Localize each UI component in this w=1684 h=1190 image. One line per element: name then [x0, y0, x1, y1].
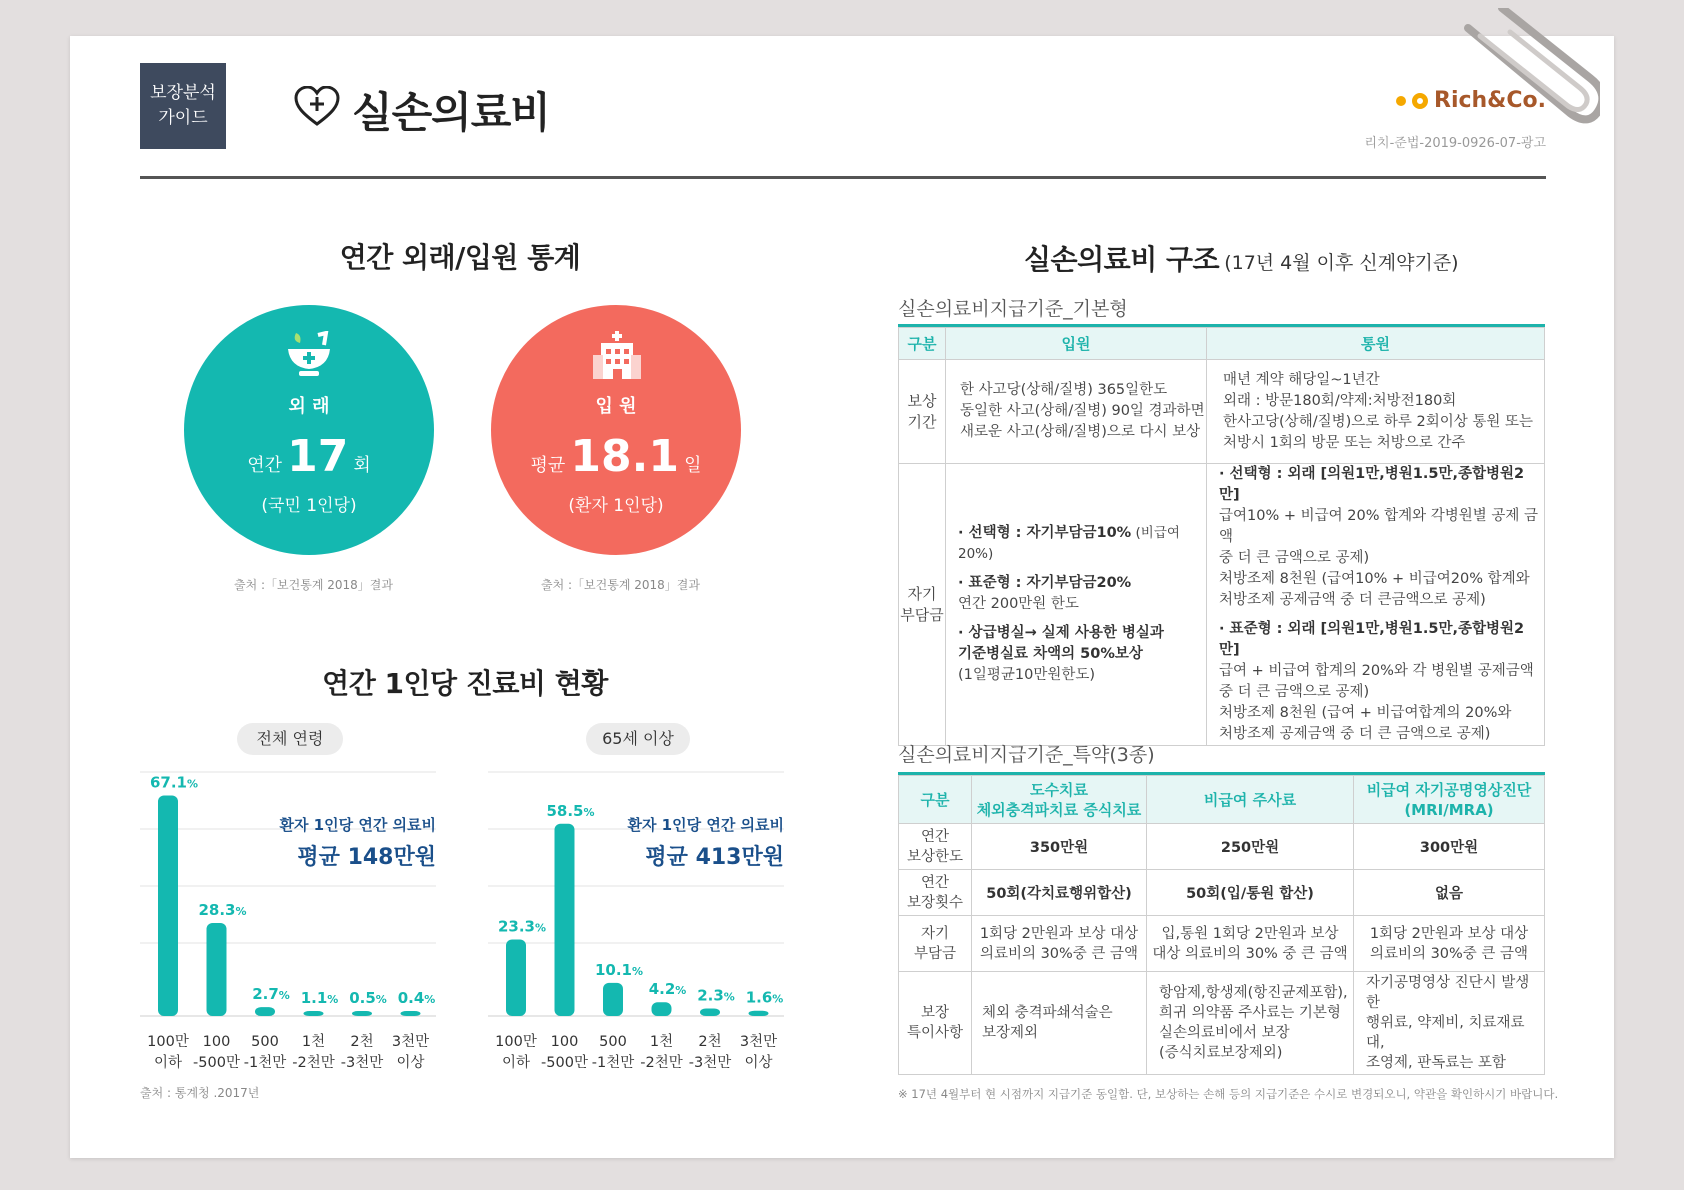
data-label-unit: % — [375, 993, 387, 1006]
basic-row-outpatient: 매년 계약 해당일~1년간 외래 : 방문180회/약제:처방전180회 한사고당(상해/질병)으로 하루 2회이상 통원 또는 처방시 1회의 방문 또는 처방으로 간주 — [1207, 360, 1545, 464]
chart-annotation: 환자 1인당 연간 의료비 — [279, 816, 436, 834]
basic-header-category: 구분 — [899, 328, 946, 360]
data-label: 2.7% — [252, 985, 290, 1004]
outpatient-circle — [184, 305, 434, 555]
deductible-item — [958, 623, 1206, 686]
data-label: 67.1% — [149, 773, 199, 792]
table-row — [899, 464, 1545, 746]
tick-label: 이하 — [501, 1055, 531, 1070]
basic-header-outpatient: 통원 — [1207, 328, 1545, 360]
special-cell: 250만원 — [1147, 824, 1354, 870]
special-row-label: 자기 부담금 — [899, 916, 972, 972]
data-label-unit: % — [327, 993, 339, 1006]
data-label: 0.5% — [349, 989, 387, 1007]
header-divider — [140, 176, 1546, 179]
bar — [700, 1008, 720, 1016]
table-row — [899, 972, 1545, 1075]
bar — [603, 983, 623, 1016]
tick-label: -2천만 — [640, 1055, 683, 1070]
deductible-item-bold: · 선택형 : 외래 [의원1만,병원1.5만,종합병원2만] — [1219, 466, 1525, 503]
inpatient-circle — [491, 305, 741, 555]
bar — [158, 796, 178, 1016]
bar — [652, 1002, 672, 1016]
structure-title: 실손의료비 구조 — [1024, 243, 1220, 276]
bar — [506, 939, 526, 1016]
outpatient-unit: 회 — [353, 455, 371, 476]
inpatient-label: 입 원 — [595, 396, 637, 417]
data-label-unit: % — [278, 989, 290, 1003]
special-cell: 체외 충격파쇄석술은 보장제외 — [972, 972, 1147, 1075]
tick-label: 3천만 — [739, 1034, 778, 1050]
deductible-item-text: 연간 200만원 한도 — [958, 596, 1079, 612]
special-cell: 입,통원 1회당 2만원과 보상 대상 의료비의 30% 중 큰 금액 — [1147, 916, 1354, 972]
hospital-icon — [591, 329, 643, 381]
tick-label: 100만 — [147, 1034, 189, 1050]
data-label-unit: % — [534, 921, 547, 935]
special-header-manual: 도수치료 체외충격파치료 증식치료 — [972, 776, 1147, 824]
inpatient-value — [491, 431, 741, 482]
table-row — [899, 870, 1545, 916]
special-cell: 자기공명영상 진단시 발생한 행위료, 약제비, 치료재료대, 조영제, 판독료는 포함 — [1354, 972, 1545, 1075]
tick-label: 100만 — [495, 1034, 537, 1050]
data-label: 10.1% — [594, 960, 644, 979]
logo-ring-icon — [1412, 93, 1428, 109]
special-cell: 50회(각치료행위합산) — [972, 870, 1147, 916]
chart-annotation: 환자 1인당 연간 의료비 — [627, 816, 784, 834]
special-caption: 실손의료비지급기준_특약(3종) — [898, 744, 1155, 766]
outpatient-source: 출처 :「보건통계 2018」결과 — [234, 578, 393, 592]
data-label-unit: % — [723, 990, 735, 1004]
tick-label: 3천만 — [391, 1034, 430, 1050]
structure-title-wrap — [1024, 238, 1459, 278]
bar — [401, 1011, 421, 1016]
tick-label: 500 — [599, 1034, 627, 1050]
special-cell: 없음 — [1354, 870, 1545, 916]
tick-label: -1천만 — [591, 1055, 635, 1070]
data-label: 58.5% — [546, 801, 595, 820]
tick-label: 1천 — [301, 1034, 326, 1050]
tick-label: -2천만 — [292, 1055, 335, 1070]
deductible-item-text: 급여 + 비급여 합계의 20%와 각 병원별 공제금액 중 더 큰 금액으로 공제) 처방조제 8천원 (급여 + 비급여합계의 20%와 처방조제 공제금액 중 더 큰 금액으로 공제) — [1219, 663, 1534, 742]
deductible-item — [958, 523, 1206, 565]
data-label-unit: % — [186, 777, 199, 791]
costs-title: 연간 1인당 진료비 현황 — [322, 667, 608, 700]
data-label-unit: % — [424, 993, 436, 1006]
basic-row-label: 보상 기간 — [899, 360, 946, 464]
data-label: 1.1% — [300, 989, 339, 1007]
special-cell: 350만원 — [972, 824, 1147, 870]
special-row-label: 보장 특이사항 — [899, 972, 972, 1075]
data-label-unit: % — [675, 984, 687, 998]
deductible-item-bold: · 선택형 : 자기부담금10% — [958, 525, 1132, 541]
data-label: 4.2% — [648, 980, 687, 999]
outpatient-note: (국민 1인당) — [261, 496, 357, 516]
special-cell: 항암제,항생제(항진균제포함), 희귀 의약품 주사료는 기본형 실손의료비에서 보장 (증식치료보장제외) — [1147, 972, 1354, 1075]
data-label-unit: % — [583, 805, 595, 819]
outpatient-value — [184, 431, 434, 482]
deductible-item-text: (1일평균10만원한도) — [958, 667, 1096, 683]
chart-annotation-value: 평균 148만원 — [297, 845, 436, 870]
data-label: 0.4% — [397, 989, 436, 1007]
tick-label: 100 — [202, 1034, 231, 1050]
special-header-mri: 비급여 자기공명영상진단 (MRI/MRA) — [1354, 776, 1545, 824]
brand-logo — [1396, 88, 1546, 113]
tick-label: 이상 — [396, 1055, 425, 1070]
chart-all-ages — [140, 770, 440, 1070]
stats-title: 연간 외래/입원 통계 — [339, 241, 581, 274]
tick-label: 이상 — [744, 1055, 773, 1070]
inpatient-unit: 일 — [684, 455, 702, 476]
data-label: 23.3% — [497, 917, 547, 936]
special-cell: 50회(입/통원 합산) — [1147, 870, 1354, 916]
data-label-unit: % — [235, 905, 247, 919]
outpatient-prefix: 연간 — [247, 455, 282, 476]
special-table — [898, 775, 1545, 1075]
tick-label: -3천만 — [340, 1055, 384, 1070]
data-label-unit: % — [631, 964, 644, 978]
tick-label: -1천만 — [243, 1055, 287, 1070]
tick-label: 2천 — [698, 1034, 722, 1050]
tick-label: 100 — [550, 1034, 579, 1050]
deductible-item-text: (비급여20%) — [958, 525, 1180, 562]
medicine-bowl-icon — [284, 331, 334, 379]
inpatient-prefix: 평균 — [530, 455, 566, 476]
bar — [555, 824, 575, 1016]
bar — [207, 923, 227, 1016]
bar — [352, 1011, 372, 1016]
tick-label: -500만 — [193, 1055, 240, 1070]
bar — [304, 1011, 324, 1016]
costs-source: 출처 : 통계청 .2017년 — [140, 1086, 260, 1100]
data-label: 2.3% — [697, 986, 735, 1005]
outpatient-label: 외 래 — [288, 396, 330, 417]
basic-row-inpatient: 한 사고당(상해/질병) 365일한도 동일한 사고(상해/질병) 90일 경과하면 새로운 사고(상해/질병)으로 다시 보상 — [946, 360, 1207, 464]
chart2-pill: 65세 이상 — [586, 723, 690, 755]
tick-label: 1천 — [649, 1034, 674, 1050]
chart1-pill: 전체 연령 — [237, 723, 343, 755]
tick-label: -3천만 — [688, 1055, 732, 1070]
tick-label: 500 — [251, 1034, 279, 1050]
bar — [749, 1011, 769, 1016]
deductible-item-bold: · 상급병실→ 실제 사용한 병실과 기준병실료 차액의 50%보상 — [958, 625, 1164, 662]
outpatient-number: 17 — [287, 431, 349, 482]
heart-plus-icon — [294, 86, 340, 128]
inpatient-note: (환자 1인당) — [568, 496, 664, 516]
data-label-unit: % — [772, 992, 784, 1006]
chart-65-plus — [488, 770, 788, 1070]
deductible-item — [1219, 464, 1544, 611]
deductible-item-bold: · 표준형 : 자기부담금20% — [958, 575, 1132, 591]
deductible-item-bold: · 표준형 : 외래 [의원1만,병원1.5만,종합병원2만] — [1219, 621, 1525, 658]
data-label: 28.3% — [198, 901, 247, 920]
special-header-injection: 비급여 주사료 — [1147, 776, 1354, 824]
basic-row-label: 자기 부담금 — [899, 464, 946, 746]
special-row-label: 연간 보장횟수 — [899, 870, 972, 916]
inpatient-number: 18.1 — [570, 431, 679, 482]
deductible-item-text: 급여10% + 비급여 20% 합계와 각병원별 공제 금액 중 더 큰 금액으로 공제) 처방조제 8천원 (급여10% + 비급여20% 합계와 처방조제 공제금액 중 더 큰금액으로 공제) — [1219, 508, 1538, 608]
tick-label: 이하 — [153, 1055, 183, 1070]
special-row-label: 연간 보상한도 — [899, 824, 972, 870]
deductible-item — [958, 573, 1206, 615]
logo-text: Rich&Co. — [1434, 88, 1546, 113]
compliance-code: 리치-준법-2019-0926-07-광고 — [1364, 136, 1546, 151]
basic-caption: 실손의료비지급기준_기본형 — [898, 298, 1128, 320]
deductible-item — [1219, 619, 1544, 745]
inpatient-source: 출처 :「보건통계 2018」결과 — [541, 578, 700, 592]
guide-tag: 보장분석 가이드 — [140, 63, 226, 149]
special-cell: 1회당 2만원과 보상 대상 의료비의 30%중 큰 금액 — [972, 916, 1147, 972]
special-cell: 1회당 2만원과 보상 대상 의료비의 30%중 큰 금액 — [1354, 916, 1545, 972]
chart-annotation-value: 평균 413만원 — [645, 845, 784, 870]
data-label: 1.6% — [745, 988, 784, 1007]
special-header-category: 구분 — [899, 776, 972, 824]
basic-header-inpatient: 입원 — [946, 328, 1207, 360]
tick-label: -500만 — [541, 1055, 588, 1070]
basic-row-outpatient-deductible — [1207, 464, 1545, 746]
special-cell: 300만원 — [1354, 824, 1545, 870]
tick-label: 2천 — [350, 1034, 374, 1050]
table-row — [899, 824, 1545, 870]
footnote: ※ 17년 4월부터 현 시점까지 지급기준 동일함. 단, 보상하는 손해 등의 지급기준은 수시로 변경되오니, 약관을 확인하시기 바랍니다. — [898, 1087, 1559, 1101]
table-row — [899, 360, 1545, 464]
table-row — [899, 916, 1545, 972]
basic-row-inpatient-deductible — [946, 464, 1207, 746]
page-title: 실손의료비 — [352, 88, 550, 137]
structure-title-note: (17년 4월 이후 신계약기준) — [1224, 252, 1459, 274]
basic-table — [898, 327, 1545, 746]
logo-dot-icon — [1396, 96, 1406, 106]
bar — [255, 1007, 275, 1016]
